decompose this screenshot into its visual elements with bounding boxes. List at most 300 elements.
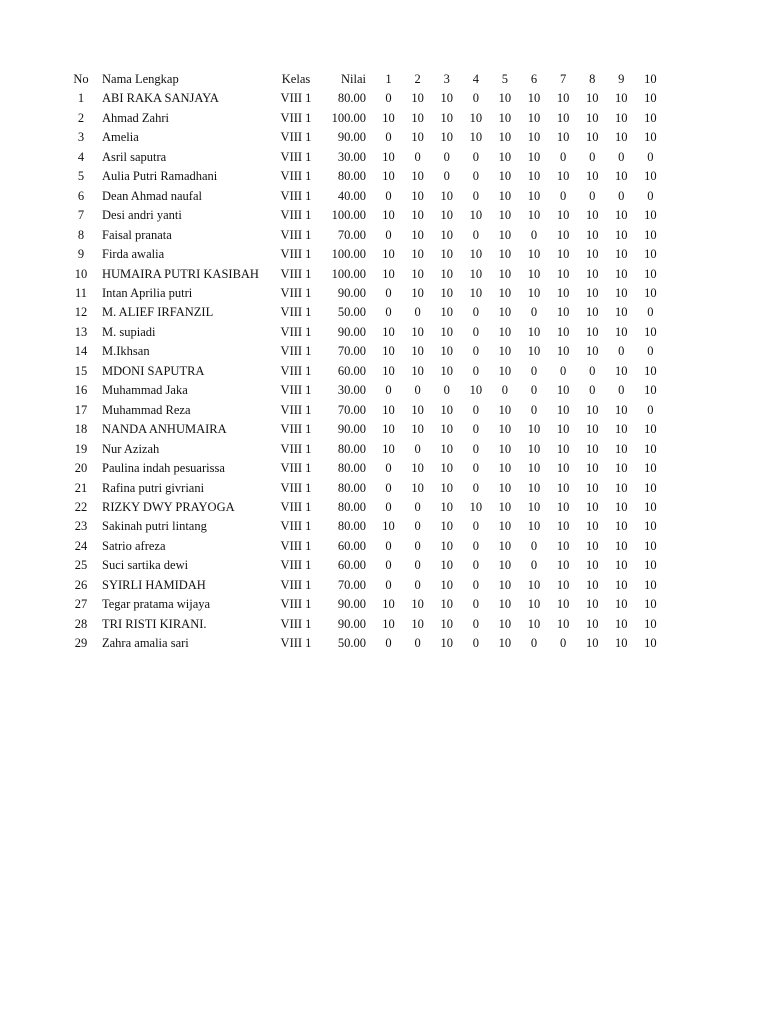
cell-question-score: 10 bbox=[556, 402, 570, 417]
table-row bbox=[62, 206, 665, 225]
cell-question-score: 10 bbox=[527, 422, 541, 437]
cell-question-score: 10 bbox=[556, 480, 570, 495]
cell-question-score: 0 bbox=[530, 227, 538, 242]
cell-question-score: 10 bbox=[411, 344, 424, 359]
cell-no: 18 bbox=[74, 422, 88, 437]
table-row bbox=[62, 420, 665, 439]
cell-question-score: 0 bbox=[618, 188, 625, 203]
cell-no: 1 bbox=[77, 91, 85, 106]
cell-question-score: 0 bbox=[385, 499, 392, 514]
cell-question-score: 10 bbox=[411, 247, 424, 262]
cell-question-score: 0 bbox=[414, 577, 421, 592]
cell-question-score: 10 bbox=[585, 227, 599, 242]
cell-nilai: 60.00 bbox=[337, 538, 366, 553]
cell-question-score: 10 bbox=[498, 227, 512, 242]
cell-question-score: 0 bbox=[618, 344, 625, 359]
cell-question-score: 10 bbox=[615, 91, 628, 106]
cell-kelas: VIII 1 bbox=[280, 305, 312, 320]
cell-question-score: 10 bbox=[382, 110, 395, 125]
cell-question-score: 10 bbox=[469, 499, 483, 514]
cell-nilai: 40.00 bbox=[337, 188, 366, 203]
cell-question-score: 10 bbox=[585, 285, 599, 300]
cell-question-score: 10 bbox=[556, 558, 570, 573]
cell-question-score: 0 bbox=[472, 519, 479, 534]
cell-kelas: VIII 1 bbox=[280, 616, 312, 631]
cell-nilai: 80.00 bbox=[337, 91, 366, 106]
cell-question-score: 10 bbox=[615, 519, 628, 534]
cell-name: M. supiadi bbox=[102, 324, 156, 339]
cell-question-score: 10 bbox=[498, 130, 512, 145]
table-row bbox=[62, 537, 665, 556]
table-row bbox=[62, 284, 665, 303]
cell-question-score: 10 bbox=[498, 208, 512, 223]
cell-question-score: 10 bbox=[585, 91, 599, 106]
cell-question-score: 10 bbox=[498, 499, 512, 514]
cell-name: HUMAIRA PUTRI KASIBAH bbox=[102, 266, 259, 281]
cell-nilai: 30.00 bbox=[337, 149, 366, 164]
cell-kelas: VIII 1 bbox=[280, 227, 312, 242]
cell-no: 12 bbox=[74, 305, 88, 320]
cell-nilai: 80.00 bbox=[337, 169, 366, 184]
table-row bbox=[62, 479, 665, 498]
cell-question-score: 10 bbox=[440, 577, 453, 592]
cell-question-score: 10 bbox=[527, 461, 541, 476]
cell-question-score: 10 bbox=[644, 285, 657, 300]
cell-name: TRI RISTI KIRANI. bbox=[102, 616, 207, 631]
header-question-1: 1 bbox=[385, 72, 392, 86]
cell-no: 20 bbox=[74, 461, 88, 476]
cell-question-score: 0 bbox=[443, 383, 450, 398]
cell-kelas: VIII 1 bbox=[280, 577, 312, 592]
cell-question-score: 0 bbox=[530, 383, 538, 398]
cell-question-score: 0 bbox=[472, 188, 479, 203]
header-question-9: 9 bbox=[618, 72, 625, 86]
cell-question-score: 10 bbox=[527, 344, 541, 359]
cell-question-score: 10 bbox=[615, 110, 628, 125]
cell-question-score: 10 bbox=[382, 149, 395, 164]
cell-nilai: 90.00 bbox=[337, 130, 366, 145]
cell-no: 26 bbox=[74, 577, 88, 592]
cell-question-score: 10 bbox=[498, 480, 512, 495]
cell-question-score: 10 bbox=[498, 402, 512, 417]
cell-no: 10 bbox=[74, 266, 88, 281]
cell-question-score: 10 bbox=[382, 208, 395, 223]
table-body bbox=[62, 89, 665, 653]
cell-question-score: 10 bbox=[440, 285, 453, 300]
cell-question-score: 10 bbox=[644, 577, 657, 592]
cell-kelas: VIII 1 bbox=[280, 169, 312, 184]
table-row bbox=[62, 167, 665, 186]
cell-kelas: VIII 1 bbox=[280, 383, 312, 398]
table-row bbox=[62, 342, 665, 361]
cell-nilai: 100.00 bbox=[331, 110, 366, 125]
cell-question-score: 10 bbox=[498, 422, 512, 437]
cell-question-score: 10 bbox=[556, 344, 570, 359]
cell-question-score: 10 bbox=[644, 499, 657, 514]
table-row bbox=[62, 245, 665, 264]
cell-question-score: 0 bbox=[472, 402, 479, 417]
cell-question-score: 0 bbox=[385, 305, 392, 320]
cell-kelas: VIII 1 bbox=[280, 480, 312, 495]
cell-nilai: 70.00 bbox=[337, 344, 366, 359]
cell-question-score: 10 bbox=[411, 188, 424, 203]
cell-nilai: 50.00 bbox=[337, 305, 366, 320]
cell-question-score: 0 bbox=[385, 227, 392, 242]
cell-question-score: 10 bbox=[644, 636, 657, 651]
cell-question-score: 0 bbox=[414, 383, 421, 398]
cell-name: MDONI SAPUTRA bbox=[102, 363, 205, 378]
cell-question-score: 10 bbox=[382, 363, 395, 378]
table-row bbox=[62, 498, 665, 517]
cell-question-score: 10 bbox=[615, 558, 628, 573]
cell-question-score: 10 bbox=[556, 305, 570, 320]
cell-question-score: 0 bbox=[472, 538, 479, 553]
cell-nilai: 30.00 bbox=[337, 383, 366, 398]
cell-question-score: 10 bbox=[585, 266, 599, 281]
cell-question-score: 10 bbox=[585, 480, 599, 495]
table-row bbox=[62, 615, 665, 634]
cell-nilai: 90.00 bbox=[337, 422, 366, 437]
table-row bbox=[62, 323, 665, 342]
cell-question-score: 0 bbox=[589, 149, 596, 164]
cell-nilai: 90.00 bbox=[337, 616, 366, 631]
header-question-5: 5 bbox=[501, 72, 509, 86]
cell-question-score: 10 bbox=[382, 402, 395, 417]
cell-question-score: 10 bbox=[585, 402, 599, 417]
cell-question-score: 10 bbox=[498, 344, 512, 359]
cell-question-score: 10 bbox=[498, 305, 512, 320]
cell-question-score: 10 bbox=[498, 519, 512, 534]
cell-question-score: 10 bbox=[556, 110, 570, 125]
cell-question-score: 10 bbox=[382, 247, 395, 262]
cell-question-score: 0 bbox=[530, 402, 538, 417]
header-question-2: 2 bbox=[414, 72, 421, 86]
cell-question-score: 10 bbox=[556, 324, 570, 339]
cell-no: 29 bbox=[74, 636, 88, 651]
cell-question-score: 10 bbox=[411, 169, 424, 184]
cell-question-score: 10 bbox=[585, 461, 599, 476]
cell-no: 28 bbox=[74, 616, 88, 631]
cell-question-score: 0 bbox=[472, 149, 479, 164]
cell-question-score: 10 bbox=[644, 538, 657, 553]
cell-kelas: VIII 1 bbox=[280, 422, 312, 437]
cell-question-score: 10 bbox=[556, 247, 570, 262]
cell-question-score: 10 bbox=[440, 499, 453, 514]
cell-question-score: 10 bbox=[644, 441, 657, 456]
cell-no: 24 bbox=[74, 538, 88, 553]
cell-question-score: 0 bbox=[385, 188, 392, 203]
cell-nilai: 90.00 bbox=[337, 597, 366, 612]
cell-no: 3 bbox=[77, 130, 85, 145]
table-row bbox=[62, 517, 665, 536]
table-row bbox=[62, 556, 665, 575]
cell-nilai: 70.00 bbox=[337, 577, 366, 592]
cell-question-score: 10 bbox=[585, 597, 599, 612]
cell-question-score: 10 bbox=[556, 538, 570, 553]
cell-name: RIZKY DWY PRAYOGA bbox=[102, 499, 235, 514]
header-question-3: 3 bbox=[443, 72, 450, 86]
cell-kelas: VIII 1 bbox=[280, 499, 312, 514]
cell-no: 5 bbox=[77, 169, 85, 184]
cell-question-score: 10 bbox=[527, 266, 541, 281]
cell-question-score: 10 bbox=[644, 110, 657, 125]
cell-nilai: 50.00 bbox=[337, 636, 366, 651]
cell-question-score: 0 bbox=[414, 499, 421, 514]
cell-kelas: VIII 1 bbox=[280, 402, 312, 417]
cell-name: Satrio afreza bbox=[102, 538, 166, 553]
cell-question-score: 10 bbox=[644, 266, 657, 281]
cell-question-score: 10 bbox=[440, 266, 453, 281]
cell-no: 14 bbox=[74, 344, 88, 359]
cell-kelas: VIII 1 bbox=[280, 149, 312, 164]
cell-question-score: 0 bbox=[530, 538, 538, 553]
cell-question-score: 10 bbox=[527, 169, 541, 184]
cell-no: 11 bbox=[74, 285, 88, 300]
cell-kelas: VIII 1 bbox=[280, 91, 312, 106]
cell-name: Firda awalia bbox=[102, 247, 165, 262]
header-name: Nama Lengkap bbox=[102, 72, 179, 86]
header-kelas: Kelas bbox=[281, 72, 311, 86]
cell-question-score: 10 bbox=[440, 519, 453, 534]
cell-question-score: 10 bbox=[498, 538, 512, 553]
cell-question-score: 10 bbox=[498, 149, 512, 164]
cell-nilai: 100.00 bbox=[331, 266, 366, 281]
cell-question-score: 10 bbox=[615, 266, 628, 281]
cell-question-score: 10 bbox=[644, 227, 657, 242]
cell-question-score: 0 bbox=[385, 538, 392, 553]
cell-question-score: 0 bbox=[501, 383, 509, 398]
cell-name: Muhammad Reza bbox=[102, 402, 191, 417]
cell-question-score: 10 bbox=[440, 247, 453, 262]
cell-question-score: 10 bbox=[440, 441, 453, 456]
cell-question-score: 10 bbox=[615, 597, 628, 612]
cell-question-score: 10 bbox=[615, 480, 628, 495]
cell-question-score: 10 bbox=[585, 558, 599, 573]
cell-question-score: 0 bbox=[559, 363, 567, 378]
cell-question-score: 10 bbox=[411, 597, 424, 612]
cell-question-score: 10 bbox=[644, 422, 657, 437]
cell-question-score: 0 bbox=[385, 461, 392, 476]
cell-question-score: 0 bbox=[472, 227, 479, 242]
cell-question-score: 10 bbox=[382, 597, 395, 612]
cell-question-score: 0 bbox=[443, 149, 450, 164]
cell-question-score: 10 bbox=[411, 461, 424, 476]
cell-question-score: 0 bbox=[385, 130, 392, 145]
cell-no: 13 bbox=[74, 324, 88, 339]
cell-question-score: 10 bbox=[527, 480, 541, 495]
cell-question-score: 0 bbox=[589, 383, 596, 398]
cell-question-score: 0 bbox=[385, 91, 392, 106]
cell-kelas: VIII 1 bbox=[280, 130, 312, 145]
cell-question-score: 0 bbox=[472, 422, 479, 437]
cell-question-score: 0 bbox=[414, 149, 421, 164]
cell-kelas: VIII 1 bbox=[280, 110, 312, 125]
cell-question-score: 0 bbox=[472, 344, 479, 359]
cell-question-score: 0 bbox=[385, 577, 392, 592]
cell-question-score: 0 bbox=[472, 577, 479, 592]
cell-question-score: 10 bbox=[498, 266, 512, 281]
cell-name: Asril saputra bbox=[102, 149, 167, 164]
cell-question-score: 10 bbox=[498, 597, 512, 612]
table-row bbox=[62, 634, 665, 653]
cell-question-score: 10 bbox=[556, 577, 570, 592]
cell-question-score: 0 bbox=[618, 383, 625, 398]
cell-nilai: 100.00 bbox=[331, 208, 366, 223]
cell-question-score: 10 bbox=[556, 169, 570, 184]
cell-name: ABI RAKA SANJAYA bbox=[102, 91, 219, 106]
cell-question-score: 10 bbox=[469, 383, 483, 398]
cell-question-score: 0 bbox=[559, 188, 567, 203]
cell-question-score: 10 bbox=[498, 91, 512, 106]
cell-question-score: 10 bbox=[644, 247, 657, 262]
table-row bbox=[62, 89, 665, 108]
cell-question-score: 10 bbox=[469, 247, 483, 262]
cell-question-score: 10 bbox=[440, 422, 453, 437]
cell-question-score: 10 bbox=[498, 188, 512, 203]
cell-question-score: 10 bbox=[527, 110, 541, 125]
cell-name: Desi andri yanti bbox=[102, 208, 182, 223]
table-row bbox=[62, 187, 665, 206]
cell-question-score: 10 bbox=[527, 91, 541, 106]
cell-question-score: 10 bbox=[585, 344, 599, 359]
cell-question-score: 10 bbox=[615, 538, 628, 553]
cell-question-score: 10 bbox=[556, 91, 570, 106]
cell-no: 23 bbox=[74, 519, 88, 534]
cell-question-score: 10 bbox=[411, 91, 424, 106]
cell-question-score: 0 bbox=[414, 441, 421, 456]
cell-question-score: 10 bbox=[440, 305, 453, 320]
cell-question-score: 10 bbox=[382, 266, 395, 281]
header-question-4: 4 bbox=[472, 72, 479, 86]
cell-question-score: 0 bbox=[472, 363, 479, 378]
cell-question-score: 10 bbox=[556, 227, 570, 242]
cell-name: Rafina putri givriani bbox=[102, 480, 205, 495]
cell-question-score: 0 bbox=[559, 149, 567, 164]
table-row bbox=[62, 109, 665, 128]
cell-name: NANDA ANHUMAIRA bbox=[102, 422, 227, 437]
cell-question-score: 10 bbox=[556, 461, 570, 476]
cell-question-score: 0 bbox=[472, 636, 479, 651]
cell-question-score: 0 bbox=[385, 285, 392, 300]
cell-question-score: 10 bbox=[615, 208, 628, 223]
cell-question-score: 10 bbox=[644, 208, 657, 223]
cell-question-score: 10 bbox=[644, 616, 657, 631]
cell-question-score: 10 bbox=[527, 519, 541, 534]
cell-kelas: VIII 1 bbox=[280, 266, 312, 281]
cell-nilai: 70.00 bbox=[337, 227, 366, 242]
cell-question-score: 0 bbox=[530, 636, 538, 651]
cell-question-score: 10 bbox=[469, 285, 483, 300]
cell-question-score: 10 bbox=[527, 285, 541, 300]
cell-name: Muhammad Jaka bbox=[102, 383, 188, 398]
cell-nilai: 60.00 bbox=[337, 363, 366, 378]
cell-name: Aulia Putri Ramadhani bbox=[102, 169, 218, 184]
cell-kelas: VIII 1 bbox=[280, 538, 312, 553]
table-row bbox=[62, 128, 665, 147]
cell-question-score: 10 bbox=[382, 519, 395, 534]
cell-kelas: VIII 1 bbox=[280, 558, 312, 573]
cell-nilai: 60.00 bbox=[337, 558, 366, 573]
cell-name: Paulina indah pesuarissa bbox=[102, 461, 225, 476]
cell-question-score: 10 bbox=[556, 597, 570, 612]
cell-question-score: 10 bbox=[440, 461, 453, 476]
cell-kelas: VIII 1 bbox=[280, 247, 312, 262]
cell-question-score: 10 bbox=[585, 422, 599, 437]
cell-question-score: 10 bbox=[556, 285, 570, 300]
cell-question-score: 0 bbox=[472, 169, 479, 184]
cell-question-score: 10 bbox=[411, 422, 424, 437]
cell-question-score: 10 bbox=[615, 616, 628, 631]
cell-question-score: 10 bbox=[585, 324, 599, 339]
cell-question-score: 10 bbox=[527, 324, 541, 339]
cell-question-score: 10 bbox=[411, 285, 424, 300]
cell-question-score: 0 bbox=[385, 383, 392, 398]
cell-no: 4 bbox=[77, 149, 85, 164]
cell-question-score: 10 bbox=[556, 383, 570, 398]
cell-question-score: 10 bbox=[382, 324, 395, 339]
cell-question-score: 10 bbox=[527, 499, 541, 514]
cell-question-score: 0 bbox=[647, 305, 654, 320]
cell-question-score: 10 bbox=[382, 169, 395, 184]
cell-kelas: VIII 1 bbox=[280, 519, 312, 534]
cell-question-score: 0 bbox=[618, 149, 625, 164]
cell-question-score: 10 bbox=[498, 616, 512, 631]
cell-question-score: 10 bbox=[556, 441, 570, 456]
cell-question-score: 10 bbox=[382, 422, 395, 437]
cell-nilai: 100.00 bbox=[331, 247, 366, 262]
cell-question-score: 10 bbox=[585, 519, 599, 534]
cell-no: 19 bbox=[74, 441, 88, 456]
table-row bbox=[62, 459, 665, 478]
cell-question-score: 10 bbox=[469, 208, 483, 223]
cell-question-score: 10 bbox=[469, 110, 483, 125]
cell-kelas: VIII 1 bbox=[280, 461, 312, 476]
cell-kelas: VIII 1 bbox=[280, 636, 312, 651]
cell-question-score: 10 bbox=[644, 461, 657, 476]
cell-name: Sakinah putri lintang bbox=[102, 519, 207, 534]
cell-question-score: 10 bbox=[615, 577, 628, 592]
cell-no: 27 bbox=[74, 597, 88, 612]
cell-nilai: 80.00 bbox=[337, 441, 366, 456]
cell-question-score: 10 bbox=[440, 636, 453, 651]
cell-question-score: 10 bbox=[440, 130, 453, 145]
cell-question-score: 10 bbox=[382, 441, 395, 456]
cell-nilai: 90.00 bbox=[337, 324, 366, 339]
header-row bbox=[62, 70, 665, 89]
cell-question-score: 10 bbox=[440, 91, 453, 106]
cell-question-score: 10 bbox=[498, 558, 512, 573]
cell-question-score: 10 bbox=[440, 227, 453, 242]
cell-nilai: 90.00 bbox=[337, 285, 366, 300]
cell-question-score: 10 bbox=[440, 110, 453, 125]
cell-question-score: 10 bbox=[440, 402, 453, 417]
cell-kelas: VIII 1 bbox=[280, 188, 312, 203]
cell-question-score: 0 bbox=[589, 363, 596, 378]
cell-kelas: VIII 1 bbox=[280, 363, 312, 378]
cell-question-score: 10 bbox=[498, 363, 512, 378]
cell-no: 22 bbox=[74, 499, 88, 514]
table-row bbox=[62, 401, 665, 420]
cell-question-score: 0 bbox=[385, 636, 392, 651]
table-row bbox=[62, 440, 665, 459]
cell-question-score: 10 bbox=[615, 130, 628, 145]
cell-question-score: 10 bbox=[411, 480, 424, 495]
table-row bbox=[62, 226, 665, 245]
cell-question-score: 10 bbox=[411, 402, 424, 417]
cell-question-score: 10 bbox=[644, 558, 657, 573]
cell-no: 16 bbox=[74, 383, 88, 398]
cell-question-score: 10 bbox=[585, 616, 599, 631]
